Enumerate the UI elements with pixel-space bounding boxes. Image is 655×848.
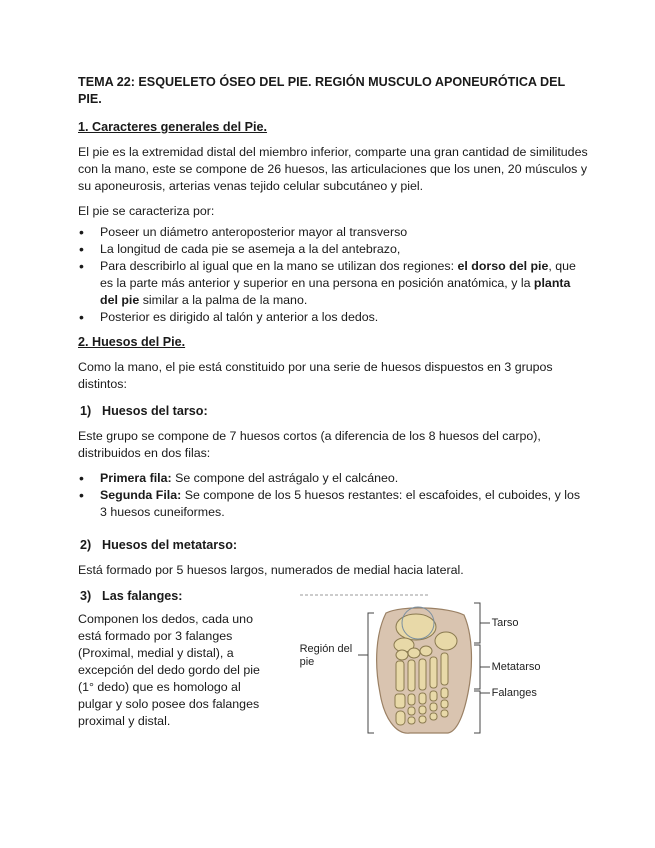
planta-term: planta del pie (100, 276, 571, 307)
section-1-lead: El pie se caracteriza por: (78, 204, 215, 218)
characteristics-list (78, 224, 588, 326)
tarso-text: Este grupo se compone de 7 huesos cortos (a diferencia de los 8 huesos del carpo), distribuidos en dos filas: (78, 429, 541, 460)
list-item: • Primera fila: Se compone del astrágalo y el calcáneo. (78, 470, 588, 487)
foot-skeleton-illustration (298, 593, 598, 745)
list-item: • La longitud de cada pie se asemeja a la del antebrazo, (78, 241, 588, 258)
section-2-heading: 2. Huesos del Pie. (78, 335, 186, 349)
falanges-label: Falanges (491, 687, 537, 699)
falanges-heading: 3) Las falanges: (80, 589, 183, 603)
metatarso-heading: 2) Huesos del metatarso: (80, 538, 238, 552)
tarso-heading: 1) Huesos del tarso: (80, 404, 208, 418)
metatarso-text: Está formado por 5 huesos largos, numerados de medial hacia lateral. (78, 563, 464, 577)
cuboid-bone (435, 632, 457, 650)
metatarso-label: Metatarso (491, 661, 541, 673)
section-2-intro: Como la mano, el pie está constituido por una serie de huesos dispuestos en 3 grupos distintos: (78, 360, 553, 391)
region-label: Región del pie (299, 643, 353, 668)
document-page (78, 74, 588, 745)
tarso-rows-list (78, 470, 588, 521)
list-item: • Para describirlo al igual que en la mano se utilizan dos regiones: el dorso del pie, que es la parte más anterior y superior en una persona en posición anatómica, y la planta del pie similar a la palma de la mano. (78, 258, 588, 309)
tarso-label: Tarso (491, 617, 519, 629)
list-item: • Segunda Fila: Se compone de los 5 huesos restantes: el escafoides, el cuboides, y los 3 huesos cuneiformes. (78, 487, 588, 521)
falanges-text: Componen los dedos, cada uno está formado por 3 falanges (Proximal, medial y distal), a excepción del dedo gordo del pie (1° dedo) que es homologo al pulgar y solo posee dos falanges proximal y distal. (78, 612, 260, 728)
foot-skeleton-figure (298, 593, 588, 745)
dorso-term: el dorso del pie (457, 259, 549, 273)
list-item: • Posterior es dirigido al talón y anterior a los dedos. (78, 309, 588, 326)
document-title: TEMA 22: ESQUELETO ÓSEO DEL PIE. REGIÓN MUSCULO APONEURÓTICA DEL PIE. (78, 75, 566, 106)
section-1-heading: 1. Caracteres generales del Pie. (78, 120, 268, 134)
section-1-intro: El pie es la extremidad distal del miembro inferior, comparte una gran cantidad de similitudes con la mano, este se compone de 26 huesos, las articulaciones que los unen, 20 músculos y su aponeurosis, arterias venas tejido celular subcutáneo y piel. (78, 145, 588, 193)
list-item: • Poseer un diámetro anteroposterior mayor al transverso (78, 224, 588, 241)
